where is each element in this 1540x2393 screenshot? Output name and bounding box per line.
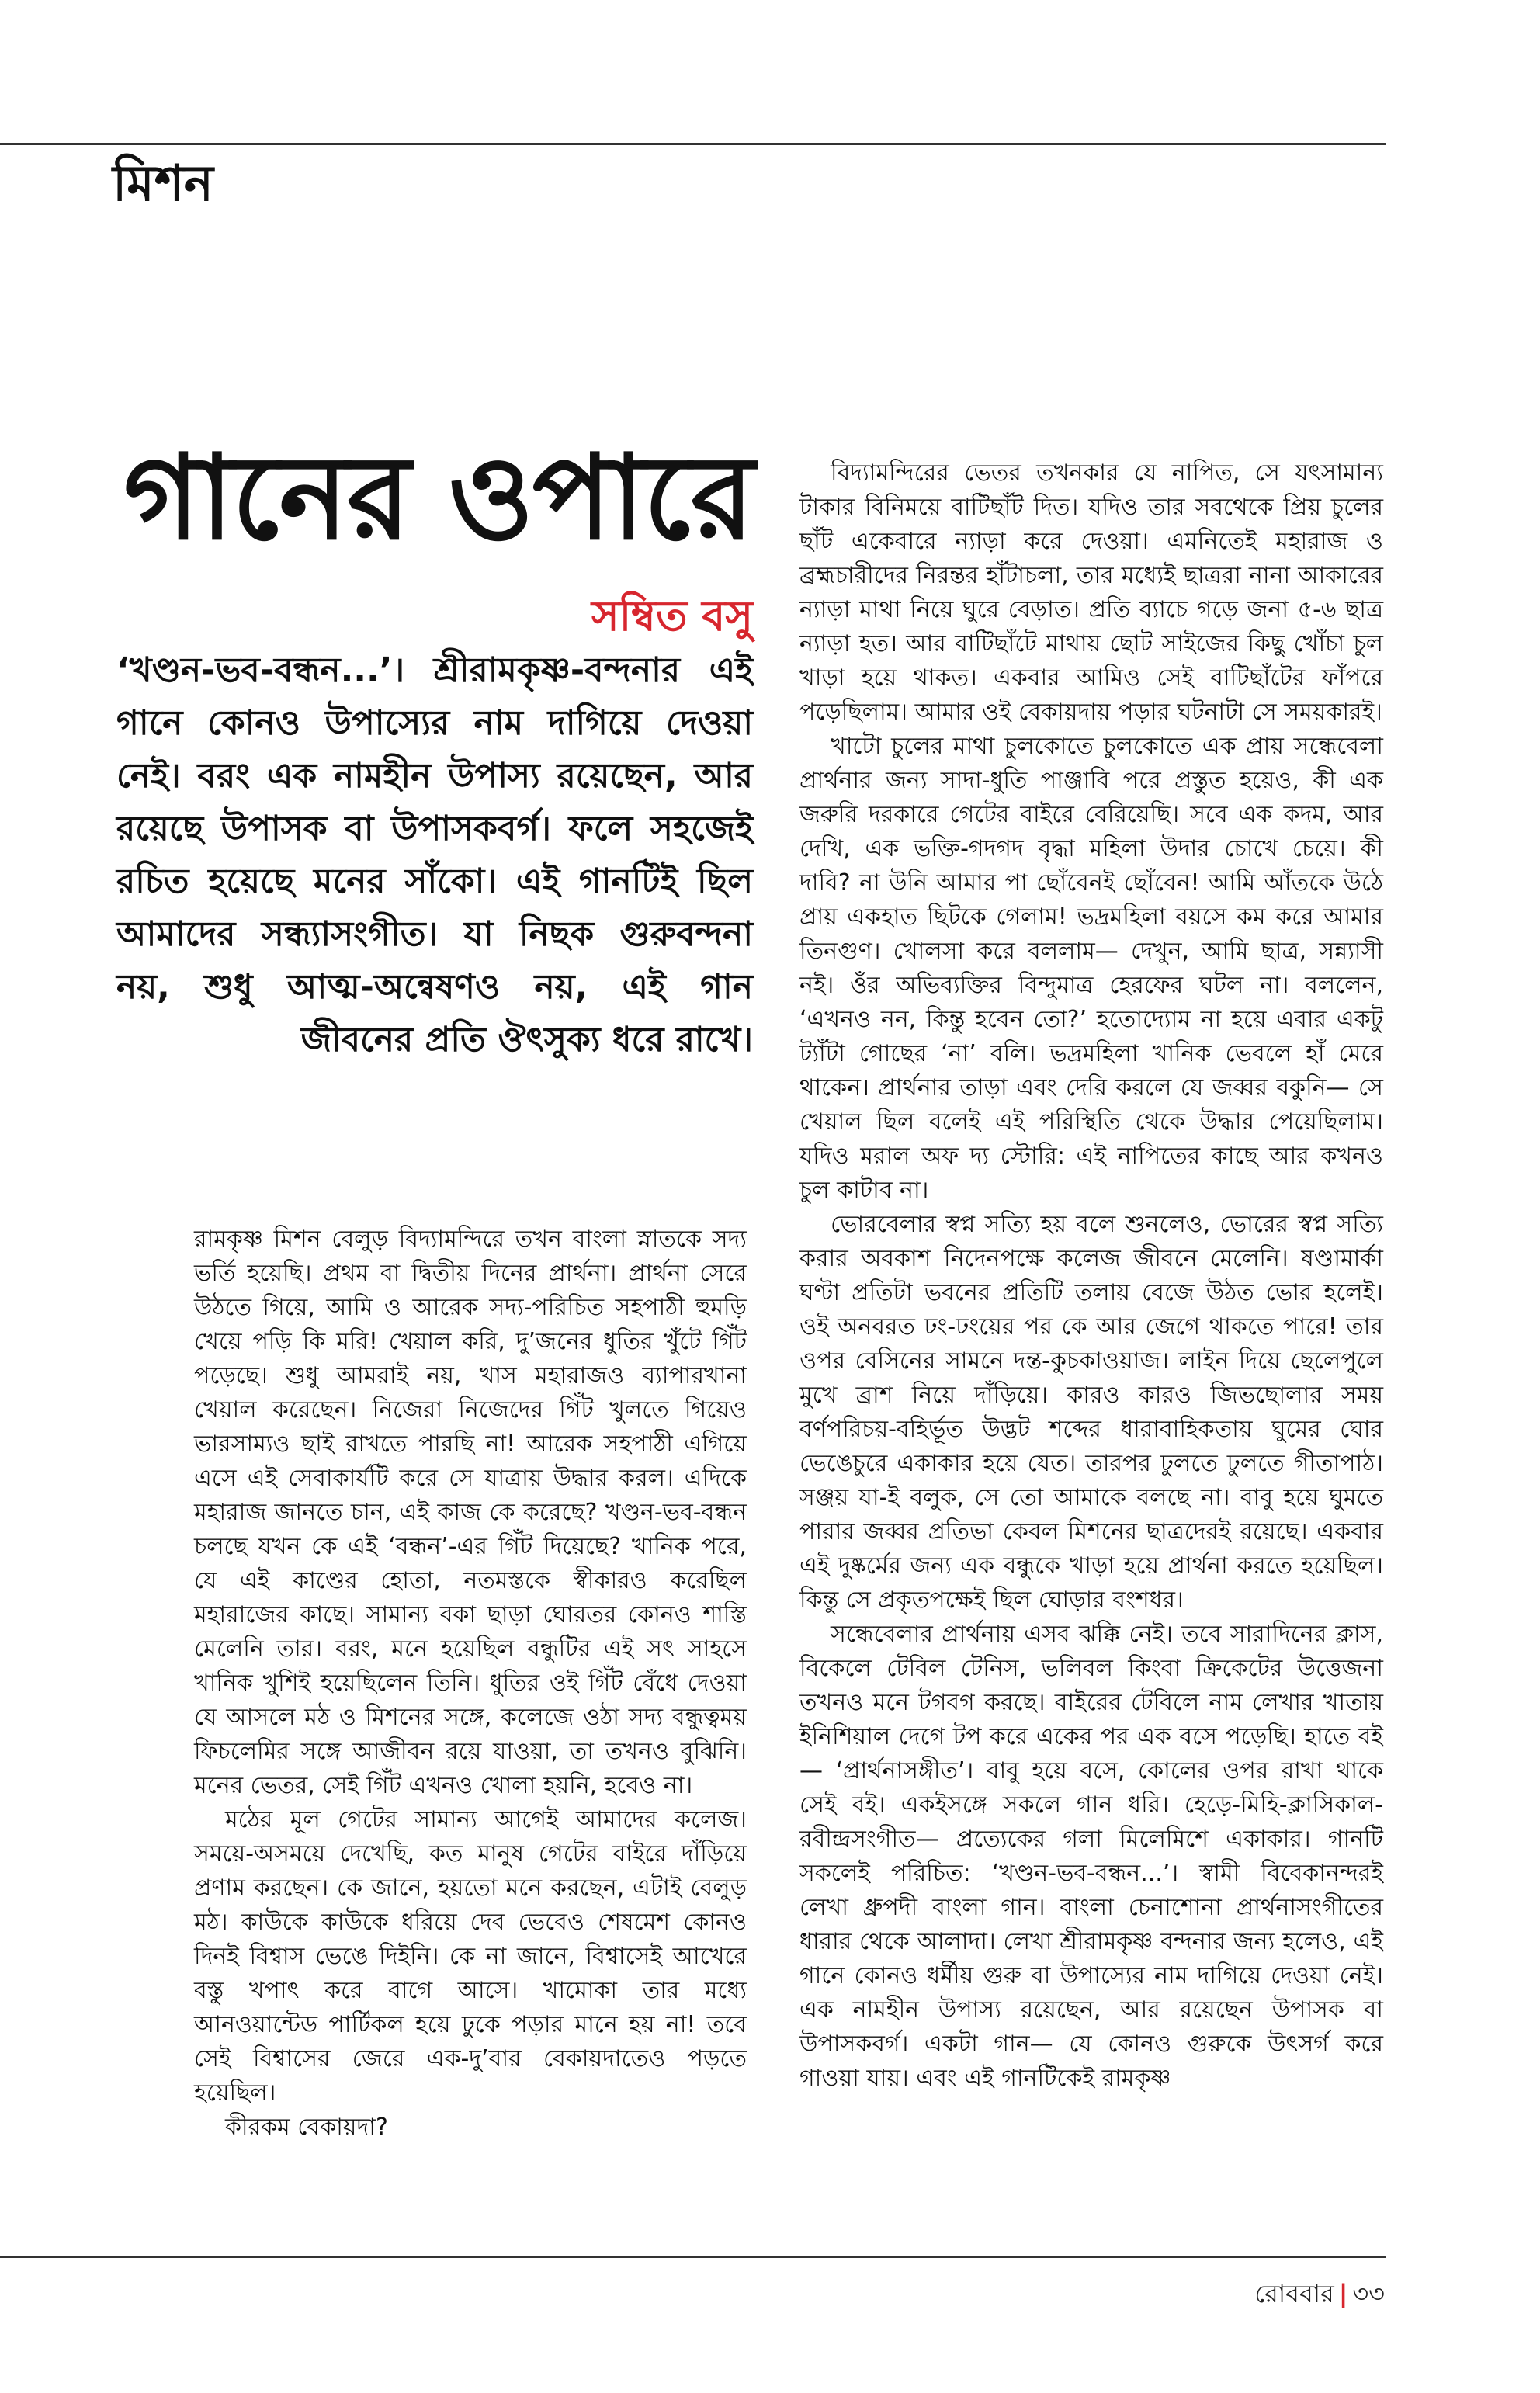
paragraph: মঠের মূল গেটের সামান্য আগেই আমাদের কলেজ। সময়ে-অসময়ে দেখেছি, কত মানুষ গেটের বাইরে দাঁড়িয়ে প্রণাম করছেন। কে জানে, হয়তো মনে করছেন, এটাই বেলুড় মঠ। কাউকে কাউকে ধরিয়ে দেব ভেবেও শেষমেশ কোনও দিনই বিশ্বাস ভেঙে দিইনি। কে না জানে, বিশ্বাসেই আখেরে বস্তু খপাৎ করে বাগে আসে। খামোকা তার মধ্যে আনওয়ান্টেড পার্টিকল হয়ে ঢুকে পড়ার মানে হয় না! তবে সেই বিশ্বাসের জেরে এক-দু’বার বেকায়দাতেও পড়তে হয়েছিল। — [194, 1806, 747, 2107]
section-label: মিশন — [113, 155, 213, 213]
magazine-name: রোববার — [1254, 2279, 1334, 2308]
body-column-right — [799, 456, 1383, 2096]
header-divider — [0, 143, 1386, 145]
page-footer — [1254, 2274, 1385, 2316]
paragraph: খাটো চুলের মাথা চুলকোতে চুলকোতে এক প্রায় সন্ধেবেলা প্রার্থনার জন্য সাদা-ধুতি পাঞ্জাবি পরে প্রস্তুত হয়েও, কী এক জরুরি দরকারে গেটের বাইরে বেরিয়েছি। সবে এক কদম, আর দেখি, এক ভক্তি-গদগদ বৃদ্ধা মহিলা উদার চোখে চেয়ে। কী দাবি? না উনি আমার পা ছোঁবেনই ছোঁবেন! আমি আঁতকে উঠে প্রায় একহাত ছিটকে গেলাম! ভদ্রমহিলা বয়সে কম করে আমার তিনগুণ। খোলসা করে বললাম— দেখুন, আমি ছাত্র, সন্ন্যাসী নই। ওঁর অভিব্যক্তির বিন্দুমাত্র হেরফের ঘটল না। বললেন, ‘এখনও নন, কিন্তু হবেন তো?’ হতোদ্যোম না হয়ে এবার একটু ট্যাঁটা গোছের ‘না’ বলি। ভদ্রমহিলা খানিক ভেবলে হাঁ মেরে থাকেন। প্রার্থনার তাড়া এবং দেরি করলে যে জব্বর বকুনি— সে খেয়াল ছিল বলেই এই পরিস্থিতি থেকে উদ্ধার পেয়েছিলাম। যদিও মরাল অফ দ্য স্টোরি: এই নাপিতের কাছে আর কখনও চুল কাটাব না। — [799, 733, 1383, 1204]
paragraph: ভোরবেলার স্বপ্ন সত্যি হয় বলে শুনলেও, ভোরের স্বপ্ন সত্যি করার অবকাশ নিদেনপক্ষে কলেজ জীবনে মেলেনি। ষণ্ডামার্কা ঘণ্টা প্রতিটা ভবনের প্রতিটি তলায় বেজে উঠত ভোর হলেই। ওই অনবরত ঢং-ঢংয়ের পর কে আর জেগে থাকতে পারে! তার ওপর বেসিনের সামনে দন্ত-কুচকাওয়াজ। লাইন দিয়ে ছেলেপুলে মুখে ব্রাশ নিয়ে দাঁড়িয়ে। কারও কারও জিভছোলার সময় বর্ণপরিচয়-বহির্ভূত উদ্ভট শব্দের ধারাবাহিকতায় ঘুমের ঘোর ভেঙেচুরে একাকার হয়ে যেত। তারপর ঢুলতে ঢুলতে গীতাপাঠ। সঞ্জয় যা-ই বলুক, সে তো আমাকে বলছে না। বাবু হয়ে ঘুমতে পারার জব্বর প্রতিভা কেবল মিশনের ছাত্রদেরই রয়েছে। একবার এই দুষ্কর্মের জন্য এক বন্ধুকে খাড়া হয়ে প্রার্থনা করতে হয়েছিল। কিন্তু সে প্রকৃতপক্ষেই ছিল ঘোড়ার বংশধর। — [799, 1211, 1383, 1614]
author-byline: সম্বিত বসু — [591, 591, 753, 640]
article-standfirst: ‘খণ্ডন-ভব-বন্ধন...’। শ্রীরামকৃষ্ণ-বন্দনার এই গানে কোনও উপাস্যের নাম দাগিয়ে দেওয়া নেই। বরং এক নামহীন উপাস্য রয়েছেন, আর রয়েছে উপাসক বা উপাসকবর্গ। ফলে সহজেই রচিত হয়েছে মনের সাঁকো। এই গানটিই ছিল আমাদের সন্ধ্যাসংগীত। যা নিছক গুরুবন্দনা নয়, শুধু আত্ম-অন্বেষণও নয়, এই গান জীবনের প্রতি ঔৎসুক্য ধরে রাখে। — [116, 650, 753, 1060]
footer-separator: | — [1338, 2279, 1348, 2308]
paragraph: সন্ধেবেলার প্রার্থনায় এসব ঝক্কি নেই। তবে সারাদিনের ক্লাস, বিকেলে টেবিল টেনিস, ভলিবল কিংবা ক্রিকেটের উত্তেজনা তখনও মনে টগবগ করছে। বাইরের টেবিলে নাম লেখার খাতায় ইনিশিয়াল দেগে টপ করে একের পর এক বসে পড়েছি। হাতে বই— ‘প্রার্থনাসঙ্গীত’। বাবু হয়ে বসে, কোলের ওপর রাখা থাকে সেই বই। একইসঙ্গে সকলে গান ধরি। হেড়ে-মিহি-ক্লাসিকাল-রবীন্দ্রসংগীত— প্রত্যেকের গলা মিলেমিশে একাকার। গানটি সকলেই পরিচিত: ‘খণ্ডন-ভব-বন্ধন...’। স্বামী বিবেকানন্দরই লেখা ধ্রুপদী বাংলা গান। বাংলা চেনাশোনা প্রার্থনাসংগীতের ধারার থেকে আলাদা। লেখা শ্রীরামকৃষ্ণ বন্দনার জন্য হলেও, এই গানে কোনও ধর্মীয় গুরু বা উপাস্যের নাম দাগিয়ে দেওয়া নেই। এক নামহীন উপাস্য রয়েছেন, আর রয়েছেন উপাসক বা উপাসকবর্গ। একটা গান— যে কোনও গুরুকে উৎসর্গ করে গাওয়া যায়। এবং এই গানটিকেই রামকৃষ্ণ — [799, 1621, 1383, 2092]
paragraph: বিদ্যামন্দিরের ভেতর তখনকার যে নাপিত, সে যৎসামান্য টাকার বিনিময়ে বাটিছাঁট দিত। যদিও তার সবথেকে প্রিয় চুলের ছাঁট একেবারে ন্যাড়া করে দেওয়া। এমনিতেই মহারাজ ও ব্রহ্মচারীদের নিরন্তর হাঁটাচলা, তার মধ্যেই ছাত্ররা নানা আকারের ন্যাড়া মাথা নিয়ে ঘুরে বেড়াত। প্রতি ব্যাচে গড়ে জনা ৫-৬ ছাত্র ন্যাড়া হত। আর বাটিছাঁটে মাথায় ছোট সাইজের কিছু খোঁচা চুল খাড়া হয়ে থাকত। একবার আমিও সেই বাটিছাঁটের ফাঁপরে পড়েছিলাম। আমার ওই বেকায়দায় পড়ার ঘটনাটা সে সময়কারই। — [799, 460, 1383, 726]
article-title: গানের ওপারে — [123, 431, 753, 566]
paragraph: রামকৃষ্ণ মিশন বেলুড় বিদ্যামন্দিরে তখন বাংলা স্নাতকে সদ্য ভর্তি হয়েছি। প্রথম বা দ্বিতীয় দিনের প্রার্থনা। প্রার্থনা সেরে উঠতে গিয়ে, আমি ও আরেক সদ্য-পরিচিত সহপাঠী হুমড়ি খেয়ে পড়ি কি মরি! খেয়াল করি, দু’জনের ধুতির খুঁটে গিঁট পড়েছে। শুধু আমরাই নয়, খাস মহারাজও ব্যাপারখানা খেয়াল করেছেন। নিজেরা নিজেদের গিঁট খুলতে গিয়েও ভারসাম্যও ছাই রাখতে পারছি না! আরেক সহপাঠী এগিয়ে এসে এই সেবাকার্যটি করে সে যাত্রায় উদ্ধার করল। এদিকে মহারাজ জানতে চান, এই কাজ কে করেছে? খণ্ডন-ভব-বন্ধন চলছে যখন কে এই ‘বন্ধন’-এর গিঁট দিয়েছে? খানিক পরে, যে এই কাণ্ডের হোতা, নতমস্তকে স্বীকারও করেছিল মহারাজের কাছে। সামান্য বকা ছাড়া ঘোরতর কোনও শাস্তি মেলেনি তার। বরং, মনে হয়েছিল বন্ধুটির এই সৎ সাহসে খানিক খুশিই হয়েছিলেন তিনি। ধুতির ওই গিঁট বেঁধে দেওয়া যে আসলে মঠ ও মিশনের সঙ্গে, কলেজে ওঠা সদ্য বন্ধুত্বময় ফিচলেমির সঙ্গে আজীবন রয়ে যাওয়া, তা তখনও বুঝিনি। মনের ভেতর, সেই গিঁট এখনও খোলা হয়নি, হবেও না। — [194, 1226, 747, 1799]
body-column-left — [194, 1223, 747, 2145]
footer-divider — [0, 2256, 1386, 2258]
paragraph: কীরকম বেকায়দা? — [225, 2114, 388, 2141]
page-number: ৩৩ — [1352, 2279, 1385, 2308]
